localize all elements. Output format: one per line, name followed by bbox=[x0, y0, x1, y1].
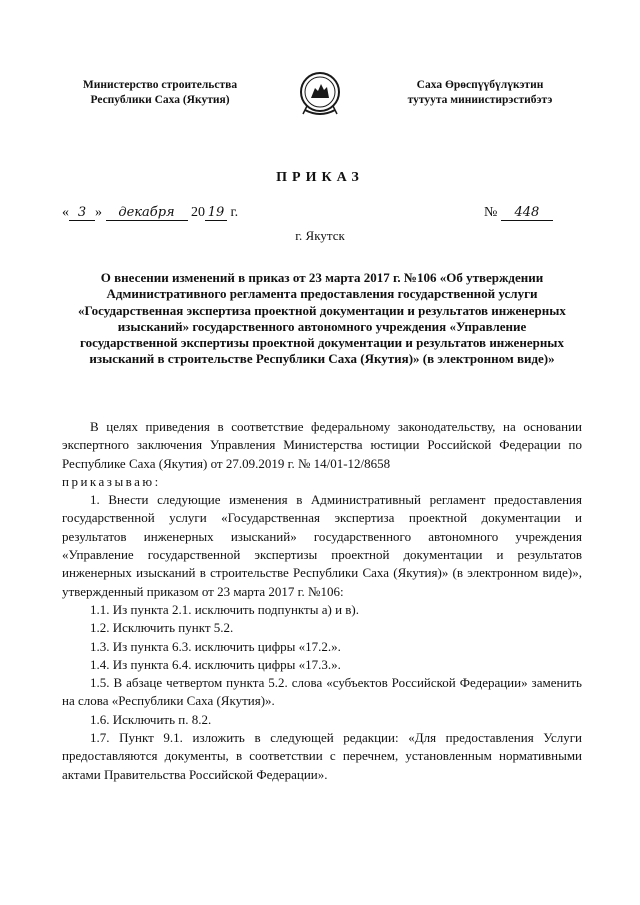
date-day: 3 bbox=[69, 205, 95, 221]
document-title: ПРИКАЗ bbox=[276, 170, 364, 185]
item-1-4: 1.4. Из пункта 6.4. исключить цифры «17.3.». bbox=[90, 656, 341, 672]
order-subject: О внесении изменений в приказ от 23 марта 2017 г. №106 «Об утверждении Административного регламента предоставления государственной услуги «Государственная экспертиза проектной документации и результатов инженерных изысканий» государственного автономного учреждения «Управление государственной экспертизы проектной документации и результатов инженерных изысканий в строительстве Республики Саха (Якутия)» (в электронном виде)» bbox=[78, 270, 566, 367]
date-open-quote: « bbox=[62, 205, 69, 220]
item-1-3: 1.3. Из пункта 6.3. исключить цифры «17.2.». bbox=[90, 638, 341, 654]
item-1-1: 1.1. Из пункта 2.1. исключить подпункты а) и в). bbox=[90, 601, 359, 617]
item-1-2: 1.2. Исключить пункт 5.2. bbox=[90, 620, 234, 636]
ministry-name-ru: Министерство строительства Республики Саха (Якутия) bbox=[82, 79, 238, 106]
date-year-prefix: 20 bbox=[191, 205, 205, 220]
order-number bbox=[484, 205, 553, 221]
item-1-7: 1.7. Пункт 9.1. изложить в следующей редакции: «Для предоставления Услуги предоставляются документы, в соответствии с перечнем, установленным нормативными актами Правительства Российской Федерации». bbox=[62, 730, 582, 782]
date-year-unit: г. bbox=[230, 205, 239, 220]
item-1-5: 1.5. В абзаце четвертом пункта 5.2. слова «субъектов Российской Федерации» заменить на слова «Республики Саха (Якутия)». bbox=[62, 675, 582, 709]
city-line: г. Якутск bbox=[295, 228, 345, 243]
prikazyvayu-line: приказываю: bbox=[62, 473, 161, 489]
date-close-quote: » bbox=[95, 205, 102, 220]
date-year-suffix: 19 bbox=[205, 205, 227, 221]
order-date bbox=[62, 205, 238, 221]
item-1-6: 1.6. Исключить п. 8.2. bbox=[90, 711, 212, 727]
number-value: 448 bbox=[501, 205, 553, 221]
number-sign: № bbox=[484, 205, 498, 220]
order-body bbox=[62, 418, 582, 784]
preamble-paragraph: В целях приведения в соответствие федеральному законодательству, на основании экспертного заключения Управления Министерства юстиции Российской Федерации по Республике Саха (Якутия) от 27.09.2019 г. № 14/01-12/8658 bbox=[62, 419, 582, 471]
item-1: 1. Внести следующие изменения в Административный регламент предоставления государственной услуги «Государственная экспертиза проектной документации и результатов инженерных изысканий» государственного автономного учреждения «Управление государственной экспертизы проектной документации и результатов инженерных изысканий в строительстве Республики Саха (Якутия)» (в электронном виде)», утвержденный приказом от 23 марта 2017 г. №106: bbox=[62, 492, 582, 599]
republic-coat-of-arms-icon bbox=[297, 70, 343, 120]
date-month: декабря bbox=[106, 205, 188, 221]
ministry-name-sakha: Саха Өрөспүүбүлүкэтин тутуута миниистирэстибэтэ bbox=[407, 79, 553, 106]
